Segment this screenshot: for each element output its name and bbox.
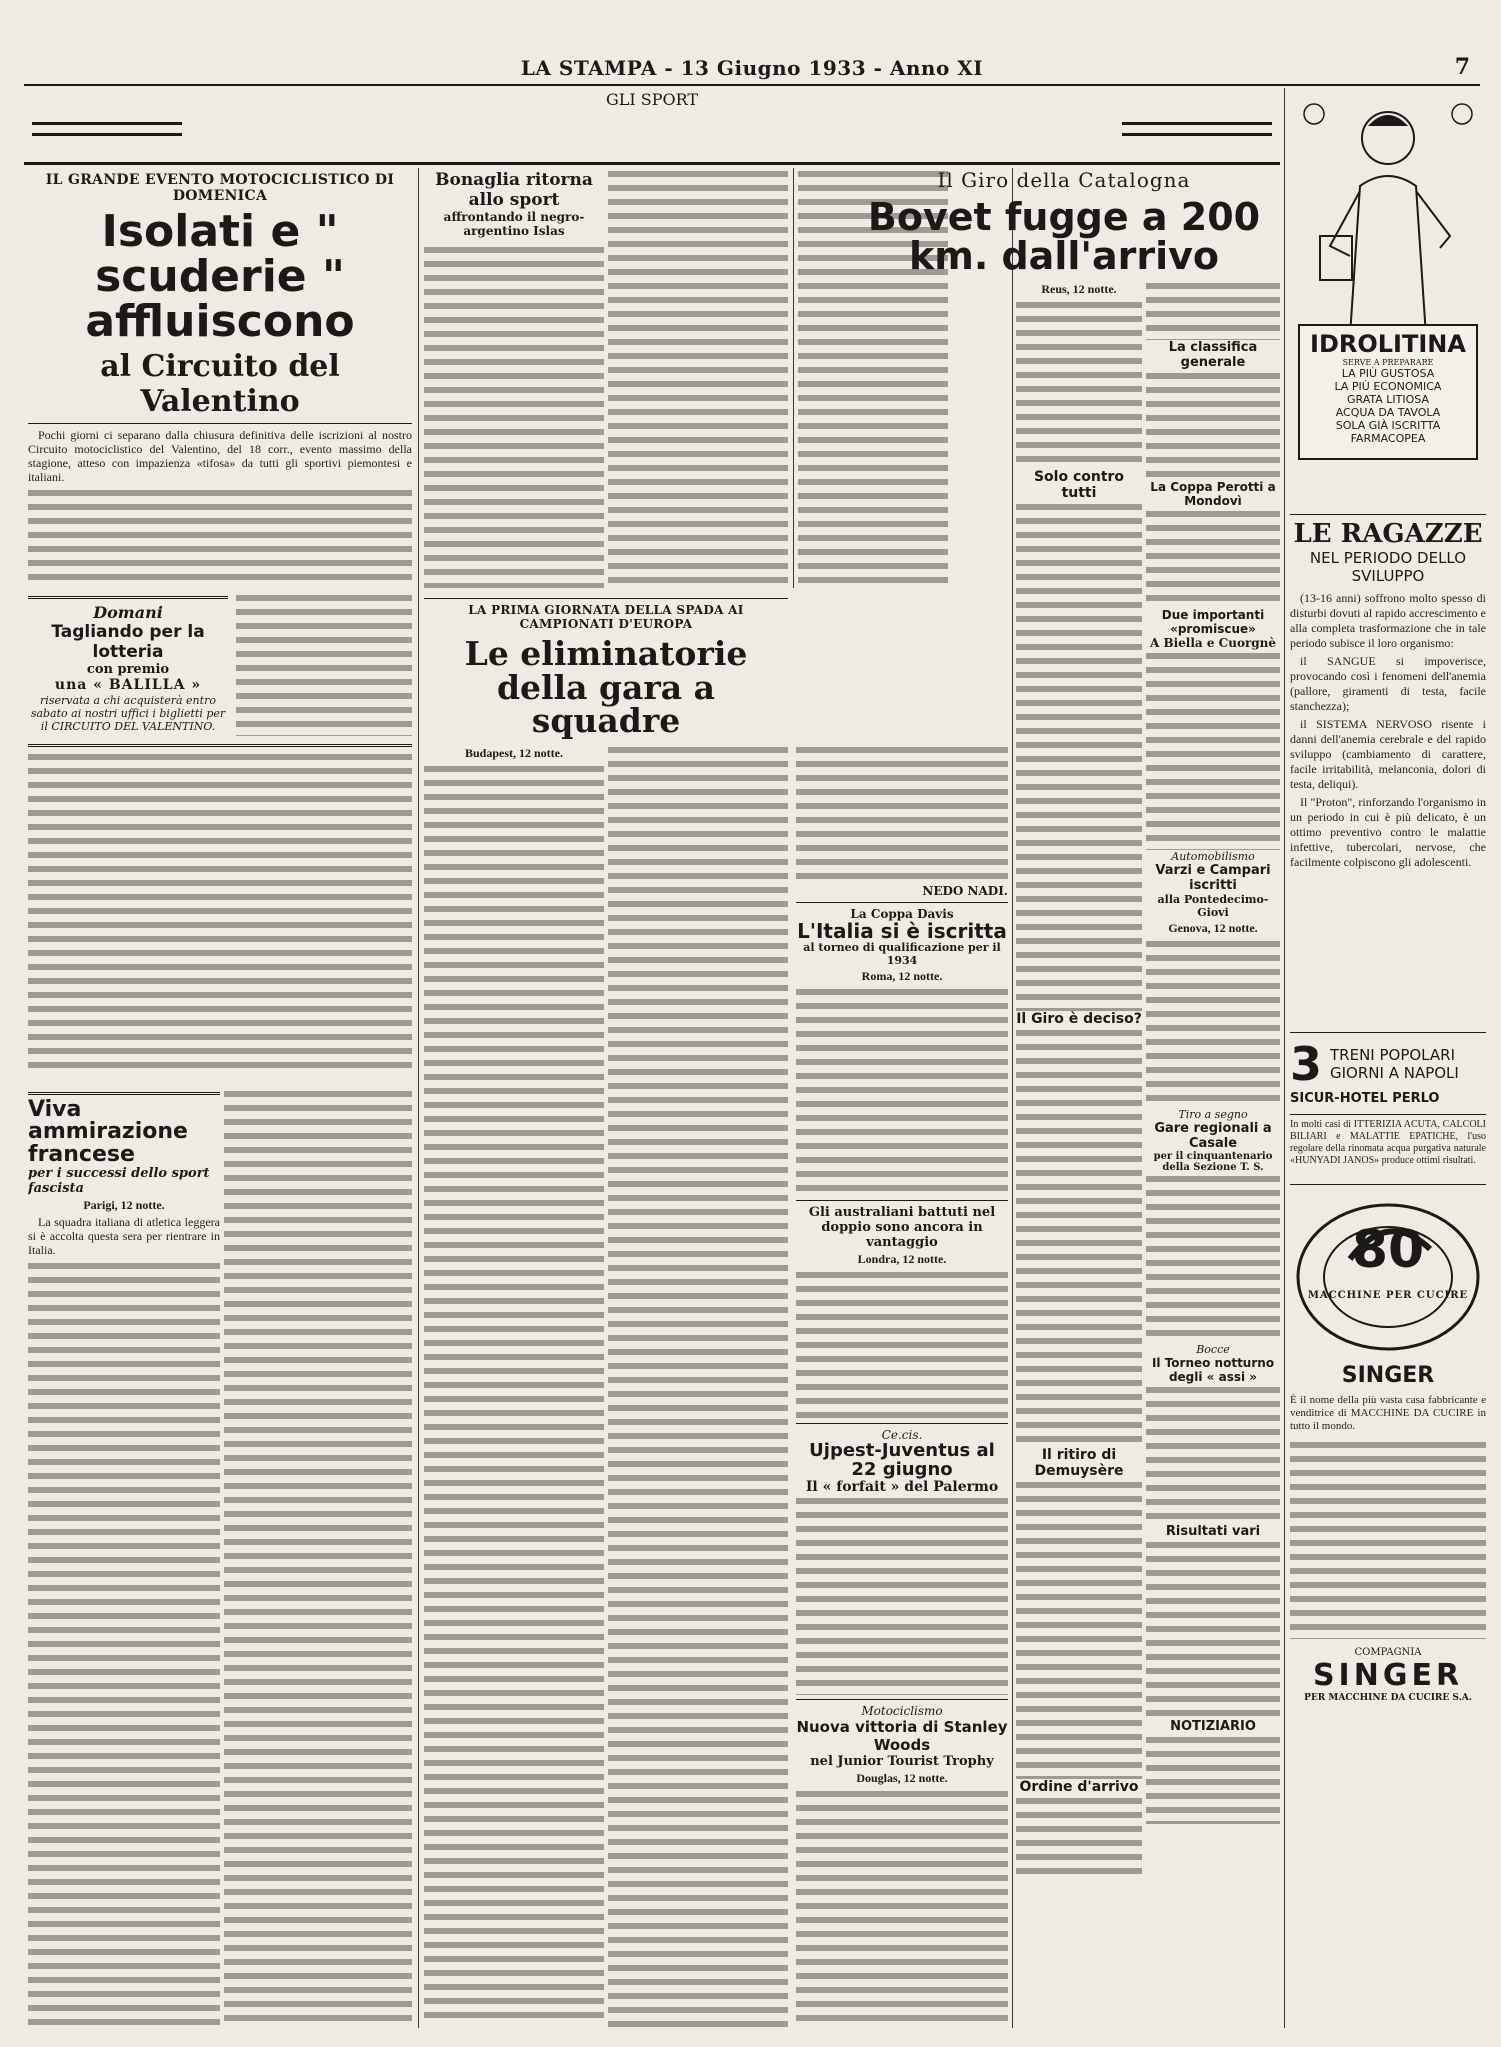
ad-hunyadi — [1290, 1110, 1486, 1170]
text-block — [1016, 299, 1142, 469]
francese-lead: La squadra italiana di atletica leggera si è accolta questa sera per rientrare in Italia. — [28, 1215, 220, 1258]
davis-headline: L'Italia si è iscritta — [797, 919, 1007, 943]
text-block — [1290, 1439, 1486, 1639]
idrolitina-line: ACQUA DA TAVOLA — [1335, 406, 1441, 419]
text-block — [1146, 370, 1280, 480]
singer-brand-top: SINGER — [1341, 1363, 1435, 1388]
catalogna-section-ordine: Ordine d'arrivo — [1019, 1779, 1139, 1795]
issue-date: 13 Giugno 1933 — [680, 56, 867, 80]
text-block — [796, 986, 1008, 1196]
text-block — [1146, 650, 1280, 850]
catalogna-headline: Bovet fugge a 200 km. dall'arrivo — [867, 195, 1261, 278]
calcio-headline: Ujpest-Juventus al 22 giugno — [809, 1440, 995, 1480]
newspaper-name: LA STAMPA — [520, 56, 657, 80]
bocce-label: Bocce — [1196, 1343, 1230, 1356]
text-block — [1016, 1795, 1142, 1875]
coppa-title: La Coppa Perotti a Mondovì — [1150, 480, 1276, 508]
text-block — [1146, 1173, 1280, 1343]
auto-label: Automobilismo — [1171, 850, 1255, 863]
text-block — [1146, 1734, 1280, 1824]
lottery-prize: una « BALILLA » — [54, 677, 202, 693]
australiani-dateline: Londra, 12 notte. — [857, 1252, 947, 1267]
treni-subtitle: GIORNI A NAPOLI — [1330, 1064, 1459, 1082]
masthead-ornament-right — [1122, 122, 1272, 136]
masthead-rule — [24, 162, 1280, 165]
ragazze-close: Il "Proton", rinforzando l'organismo in un periodo in cui è più delicato, è un ottimo preventivo contro le malattie infettive, tubercolari, nervose, che facilmente colpiscono gli adolescenti. — [1290, 795, 1486, 869]
idrolitina-line: LA PIÙ ECONOMICA — [1334, 380, 1442, 393]
singer-brand: SINGER — [1312, 1658, 1464, 1693]
gare-sub: per il cinquantenario della Sezione T. S. — [1153, 1151, 1273, 1173]
ad-treni — [1290, 1028, 1486, 1106]
bonaglia-headline: Bonaglia ritorna allo sport — [435, 170, 593, 210]
text-block — [424, 244, 604, 588]
text-block — [1016, 1027, 1142, 1447]
column-three — [796, 744, 1008, 2028]
article-body — [28, 428, 412, 588]
lottery-line: con premio — [86, 662, 170, 677]
catalogna-kicker: Il Giro della Catalogna — [937, 168, 1191, 192]
header-line: LA STAMPA - 13 Giugno 1933 - Anno XI — [520, 56, 984, 80]
bonaglia-subhead: affrontando il negro-argentino Islas — [443, 210, 585, 238]
text-block — [236, 592, 412, 736]
promiscue-title: Due importanti «promiscue» — [1161, 608, 1265, 636]
ragazze-body: (13-16 anni) soffrono molto spesso di disturbi dovuti al rapido accrescimento e alla completa trasformazione che in tale periodo subisce il loro organismo: — [1290, 591, 1486, 650]
article-francese — [28, 1088, 220, 2028]
text-block — [608, 744, 788, 2028]
text-block — [796, 1269, 1008, 1419]
idrolitina-line: GRATA LITIOSA — [1347, 393, 1429, 406]
catalogna-section-giro: Il Giro è deciso? — [1016, 1011, 1142, 1027]
text-block — [796, 1788, 1008, 2028]
idrolitina-line: FARMACOPEA — [1350, 432, 1426, 445]
singer-footer: COMPAGNIA — [1354, 1647, 1422, 1658]
article-circuito — [28, 168, 412, 588]
text-block — [1146, 1384, 1280, 1524]
treni-number: 3 — [1290, 1037, 1323, 1091]
issue-year: Anno XI — [889, 56, 984, 80]
article-subhead: al Circuito del Valentino — [100, 348, 340, 419]
text-block — [1016, 1479, 1142, 1779]
ad-singer — [1290, 1180, 1486, 2028]
varzi-sub: alla Pontedecimo-Giovi — [1157, 893, 1269, 919]
text-block — [796, 744, 1008, 884]
davis-dateline: Roma, 12 notte. — [861, 969, 943, 984]
idrolitina-line: LA PIÙ GUSTOSA — [1341, 367, 1435, 380]
ragazze-title: LE RAGAZZE — [1293, 519, 1483, 549]
text-block — [224, 1088, 412, 2028]
singer-sub: PER MACCHINE DA CUCIRE S.A. — [1304, 1693, 1472, 1703]
spada-body — [424, 744, 604, 2028]
calcio-subhead: Il « forfait » del Palermo — [805, 1479, 999, 1496]
spada-dateline: Budapest, 12 notte. — [464, 746, 563, 760]
woman-illustration — [1290, 96, 1486, 346]
article-kicker: IL GRANDE EVENTO MOTOCICLISTICO DI DOMENICA — [45, 172, 395, 204]
sicur-hotel: SICUR-HOTEL PERLO — [1290, 1091, 1440, 1106]
catalogna-section-solo: Solo contro tutti — [1033, 469, 1125, 501]
catalogna-section-ritiro: Il ritiro di Demuysère — [1034, 1447, 1124, 1479]
moto-headline: Nuova vittoria di Stanley Woods — [796, 1718, 1008, 1755]
text-block — [28, 1260, 220, 2028]
singer-anni: 80 — [1351, 1220, 1425, 1280]
lottery-note: riservata a chi acquisterà entro sabato ai nostri uffici i biglietti per il CIRCUITO DEL VALENTINO. — [30, 694, 226, 733]
idrolitina-line: SERVE A PREPARARE — [1342, 358, 1434, 367]
singer-motto: MACCHINE PER CUCIRE — [1307, 1290, 1469, 1301]
spada-headline: Le eliminatorie della gara a squadre — [464, 634, 748, 741]
text-block — [424, 763, 604, 2023]
moto-subhead: nel Junior Tourist Trophy — [810, 1754, 994, 1770]
ragazze-subtitle: NEL PERIODO DELLO SVILUPPO — [1309, 549, 1467, 585]
text-block — [1146, 508, 1280, 608]
masthead-title: GLI SPORT — [605, 90, 699, 109]
spada-kicker: LA PRIMA GIORNATA DELLA SPADA AI CAMPIONATI D'EUROPA — [468, 603, 744, 631]
francese-subhead: per i successi dello sport fascista — [28, 1166, 210, 1197]
article-spada-head — [424, 594, 788, 744]
page-header — [24, 56, 1480, 84]
ragazze-sangue: il SANGUE si impoverisce, provocando così i fenomeni dell'anemia (pallore, giramenti di testa, facile stanchezza); — [1290, 654, 1486, 713]
text-block — [28, 487, 412, 588]
lottery-title: Domani — [93, 603, 163, 622]
risultati-title: Risultati vari — [1165, 1524, 1261, 1539]
gare-title: Gare regionali a Casale — [1154, 1121, 1272, 1151]
ad-idrolitina — [1290, 96, 1486, 496]
spada-signature: NEDO NADI. — [922, 884, 1008, 898]
masthead — [24, 90, 1280, 162]
ad-ragazze — [1290, 510, 1486, 980]
davis-label: La Coppa Davis — [850, 907, 954, 921]
page-number: 7 — [1454, 54, 1470, 80]
notiziario-title: NOTIZIARIO — [1170, 1719, 1256, 1734]
text-block — [1016, 501, 1142, 1011]
idrolitina-name: IDROLITINA — [1310, 330, 1466, 358]
text-block — [796, 1495, 1008, 1695]
hunyadi-text: In molti casi di ITTERIZIA ACUTA, CALCOLI BILIARI e MALATTIE EPATICHE, l'uso regolare della rinomata acqua purgativa naturale «HUNYADI JANOS» produce ottimi risultati. — [1290, 1119, 1486, 1166]
right-column-briefs — [1146, 280, 1280, 2028]
moto-dateline: Douglas, 12 notte. — [856, 1771, 948, 1786]
francese-dateline: Parigi, 12 notte. — [83, 1198, 165, 1213]
promiscue-sub: A Biella e Cuorgnè — [1149, 636, 1277, 650]
text-block — [1146, 938, 1280, 1108]
article-bonaglia — [424, 168, 604, 588]
catalogna-dateline: Reus, 12 notte. — [1041, 282, 1117, 296]
francese-headline: Viva ammirazione francese — [28, 1097, 188, 1167]
text-block — [608, 168, 788, 588]
davis-subhead: al torneo di qualificazione per il 1934 — [803, 941, 1001, 968]
article-lead: Pochi giorni ci separano dalla chiusura definitiva delle iscrizioni al nostro Circuito motociclistico del Valentino, del 18 corr., evento massimo della stagione, atteso con impazienza «tifosa» da tutti gli sportivi piemontesi e italiani. — [28, 427, 412, 484]
idrolitina-line: SOLA GIÀ ISCRITTA — [1335, 419, 1441, 432]
torneo-title: Il Torneo notturno degli « assi » — [1151, 1356, 1275, 1384]
treni-title: TRENI POPOLARI — [1330, 1046, 1455, 1064]
australiani-headline: Gli australiani battuti nel doppio sono ancora in vantaggio — [808, 1205, 996, 1251]
varzi-dateline: Genova, 12 notte. — [1168, 921, 1258, 935]
lottery-headline: Tagliando per la lotteria — [51, 622, 205, 662]
calcio-label: Ce.cis. — [881, 1428, 923, 1443]
ragazze-nervoso: il SISTEMA NERVOSO risente i danni dell'anemia cerebrale e del rapido sviluppo (cambiamento di carattere, facile irritabilità, melanconia, dolori di testa, deliqui). — [1290, 717, 1486, 791]
singer-text: È il nome della più vasta casa fabbricante e venditrice di MACCHINE DA CUCIRE in tutto il mondo. — [1290, 1394, 1486, 1432]
moto-label: Motociclismo — [861, 1704, 943, 1719]
lottery-box — [28, 592, 228, 694]
text-block — [1146, 280, 1280, 340]
catalogna-body — [1016, 280, 1142, 2028]
tiro-label: Tiro a segno — [1178, 1108, 1248, 1121]
article-headline: Isolati e " scuderie " affluiscono — [85, 206, 355, 347]
text-block — [28, 740, 412, 1080]
header-rule — [24, 84, 1480, 86]
masthead-ornament-left — [32, 122, 182, 136]
text-block — [1146, 1539, 1280, 1719]
classifica-title: La classifica generale — [1168, 340, 1258, 370]
varzi-title: Varzi e Campari iscritti — [1155, 863, 1271, 893]
article-catalogna-head — [854, 168, 1274, 278]
